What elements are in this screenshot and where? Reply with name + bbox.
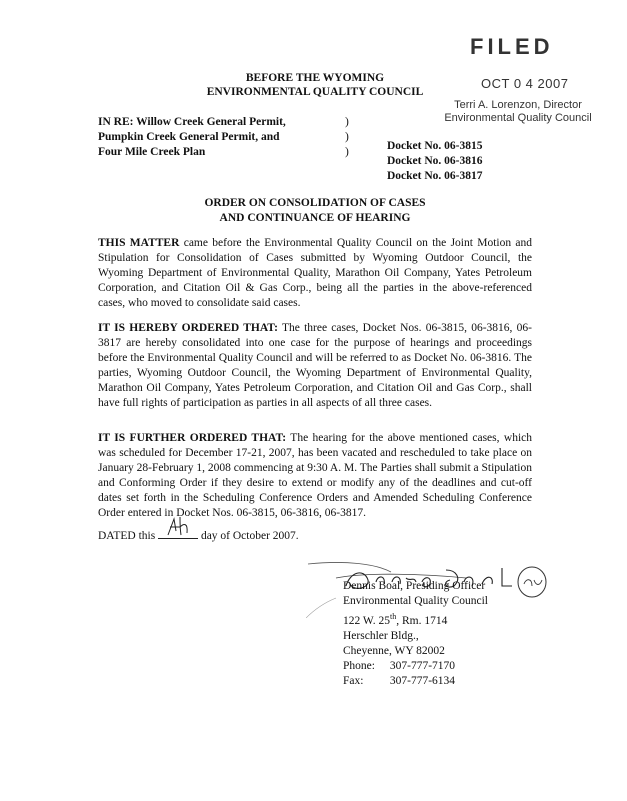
filed-director <box>438 99 598 125</box>
fax-label: Fax: <box>343 674 364 687</box>
signer-address-2: Herschler Bldg., <box>343 629 419 642</box>
title-line-1: ORDER ON CONSOLIDATION OF CASES <box>204 197 426 209</box>
signer-phone <box>343 659 488 674</box>
phone-label: Phone: <box>343 659 375 672</box>
director-org: Environmental Quality Council <box>444 112 592 124</box>
filed-date: OCT 0 4 2007 <box>481 76 569 91</box>
caption-parens: ) ) ) <box>345 116 349 158</box>
handwritten-day <box>158 513 198 539</box>
caption-line-2: Pumpkin Creek General Permit, and <box>98 131 280 143</box>
paragraph-lead: THIS MATTER <box>98 237 180 249</box>
order-title <box>140 196 490 226</box>
court-line-2: ENVIRONMENTAL QUALITY COUNCIL <box>206 86 424 98</box>
paragraph-text: The hearing for the above mentioned cases, which was scheduled for December 17-21, 2007, has been vacated and rescheduled to take place on January 28-February 1, 2008 commencing at 9:30 A. M. The Parties shall submit a Stipulation and Conforming Order if they desire to extend or modify any of the deadlines and cut-off dates set forth in the Scheduling Conference Orders and Amended Scheduling Conference Order entered in Docket Nos. 06-3815, 06-3816, 06-3817. <box>98 432 532 519</box>
docket-number: Docket No. 06-3815 <box>387 140 483 152</box>
paragraph-further-ordered <box>98 431 532 521</box>
docket-number: Docket No. 06-3817 <box>387 170 483 182</box>
court-heading <box>190 71 440 99</box>
paragraph-this-matter <box>98 236 532 311</box>
signer-fax <box>343 674 488 689</box>
caption-line-1: IN RE: Willow Creek General Permit, <box>98 116 286 128</box>
paragraph-text: came before the Environmental Quality Council on the Joint Motion and Stipulation for Consolidation of Cases submitted by Wyoming Outdoor Council, the Wyoming Department of Environmental Quality, Marathon Oil Company, Yates Petroleum Corporation, and Citation Oil & Gas Corp., being all the parties in the above-referenced cases, who moved to consolidate said cases. <box>98 237 533 309</box>
dated-blank <box>158 527 198 539</box>
caption-line-3: Four Mile Creek Plan <box>98 146 206 158</box>
title-line-2: AND CONTINUANCE OF HEARING <box>219 212 411 224</box>
signer-address-1: 122 W. 25th, Rm. 1714 <box>343 612 448 627</box>
filed-stamp: FILED <box>470 34 554 59</box>
dated-suffix: day of October 2007. <box>200 530 299 542</box>
signer-city: Cheyenne, WY 82002 <box>343 644 445 657</box>
signature-block <box>343 579 488 689</box>
dated-prefix: DATED this <box>98 530 156 542</box>
docket-number: Docket No. 06-3816 <box>387 155 483 167</box>
phone-number: 307-777-7170 <box>389 659 456 672</box>
docket-numbers <box>387 139 483 184</box>
signer-name: Dennis Boal, Presiding Officer <box>343 580 486 592</box>
court-line-1: BEFORE THE WYOMING <box>245 72 385 84</box>
paragraph-lead: IT IS FURTHER ORDERED THAT: <box>98 432 287 444</box>
director-name: Terri A. Lorenzon, Director <box>454 99 582 111</box>
paragraph-lead: IT IS HEREBY ORDERED THAT: <box>98 322 278 334</box>
paragraph-text: The three cases, Docket Nos. 06-3815, 06-3816, 06-3817 are hereby consolidated into one case for the purpose of hearings and proceedings before the Environmental Quality Council and will be referred to as Docket No. 06-3816. The parties, Wyoming Outdoor Council, the Wyoming Department of Environmental Quality, Marathon Oil Company, Yates Petroleum Corporation, and Citation Oil and Gas Corp., shall have full rights of participation as parties in all aspects of all three cases. <box>98 322 532 409</box>
fax-number: 307-777-6134 <box>389 674 456 687</box>
paragraph-hereby-ordered <box>98 321 532 411</box>
signer-org: Environmental Quality Council <box>343 595 489 607</box>
dated-line <box>98 527 299 542</box>
case-caption <box>98 115 286 160</box>
